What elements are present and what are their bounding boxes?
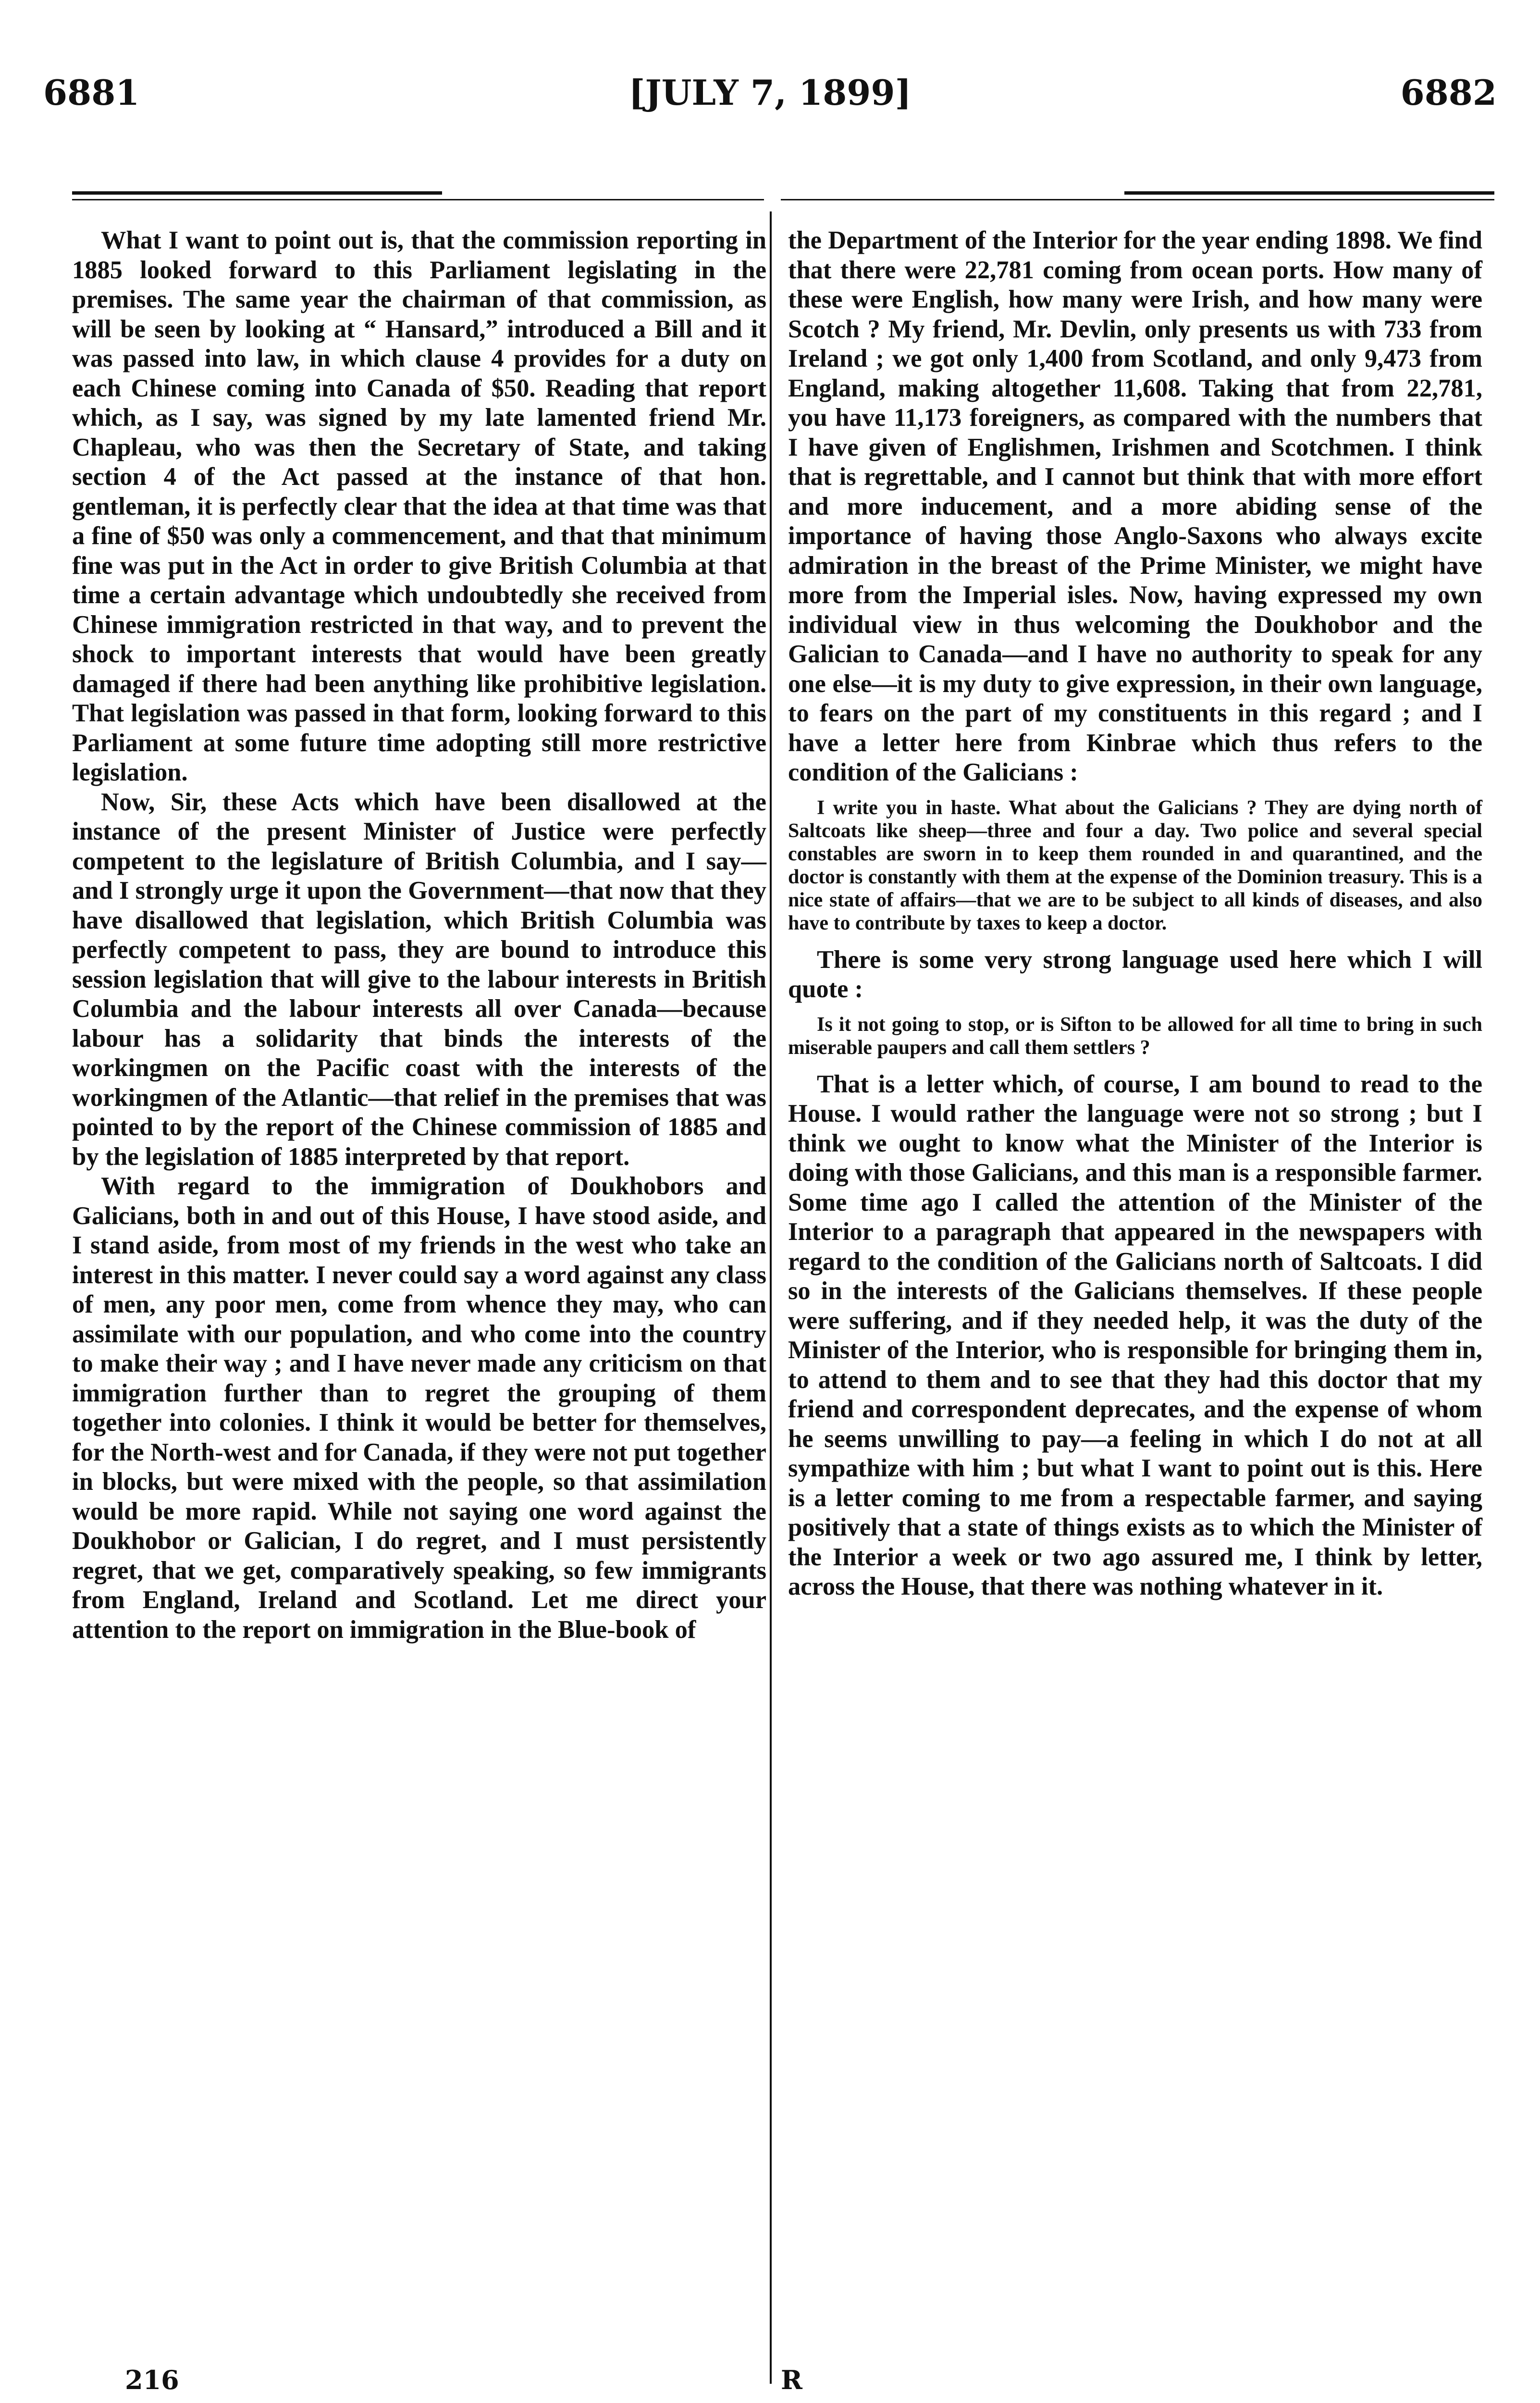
header-rule-left-thick xyxy=(72,191,442,195)
right-paragraph-1: the Department of the Interior for the year ending 1898. We find that there were 22,781 coming from ocean ports. How many of these were English, how many were Irish, and how many were Scotch ? My friend, Mr. Devlin, only presents us with 733 from Ireland ; we got only 1,400 from Scotland, and only 9,473 from England, making altogether 11,608. Taking that from 22,781, you have 11,173 foreigners, as compared with the numbers that I have given of Englishmen, Irishmen and Scotchmen. I think that is regrettable, and I cannot but think that with more effort and more inducement, and a more abiding sense of the importance of having those Anglo-Saxons who always excite admiration in the breast of the Prime Minister, we might have more from the Imperial isles. Now, having expressed my own individual view in thus welcoming the Doukhobor and the Galician to Canada—and I have no authority to speak for any one else—it is my duty to give expression, in their own language, to fears on the part of my constituents in this regard ; and I have a letter here from Kinbrae which thus refers to the condition of the Galicians : xyxy=(788,226,1482,786)
quoted-letter-1: I write you in haste. What about the Galicians ? They are dying north of Saltcoats like sheep—three and four a day. Two police and several special constables are sworn in to keep them rounded in and quarantined, and the doctor is constantly with them at the expense of the Dominion treasury. This is a nice state of affairs—that we are to be subject to all kinds of diseases, and also have to contribute by taxes to keep a doctor. xyxy=(788,796,1482,934)
column-divider xyxy=(770,211,772,2384)
folio-number: 216 xyxy=(125,2365,179,2395)
header-rule-left-thin xyxy=(72,199,764,200)
right-column xyxy=(788,226,1482,1602)
header-rule-right-thin xyxy=(781,199,1494,200)
left-paragraph-1: What I want to point out is, that the commission reporting in 1885 looked forward to this Parliament legislating in the premises. The same year the chairman of that commission, as will be seen by looking at “ Hansard,” introduced a Bill and it was passed into law, in which clause 4 provides for a duty on each Chinese coming into Canada of $50. Reading that report which, as I say, was signed by my late lamented friend Mr. Chapleau, who was then the Secretary of State, and taking section 4 of the Act passed at the instance of that hon. gentleman, it is perfectly clear that the idea at that time was that a fine of $50 was only a commencement, and that that minimum fine was put in the Act in order to give British Columbia at that time a certain advantage which undoubtedly she received from Chinese immigration restricted in that way, and to prevent the shock to important interests that would have been greatly damaged if there had been anything like prohibitive legislation. That legislation was passed in that form, looking forward to this Parliament at some future time adopting still more restrictive legislation. xyxy=(72,226,766,786)
header-rule-right-thick xyxy=(1124,191,1494,195)
header-date: [JULY 7, 1899] xyxy=(628,72,912,113)
quoted-letter-2: Is it not going to stop, or is Sifton to be allowed for all time to bring in such miserable paupers and call them settlers ? xyxy=(788,1013,1482,1059)
right-paragraph-2: There is some very strong language used here which I will quote : xyxy=(788,945,1482,1003)
left-paragraph-2: Now, Sir, these Acts which have been disallowed at the instance of the present Minister of Justice were perfectly competent to the legislature of British Columbia, and I say—and I strongly urge it upon the Government—that now that they have disallowed that legislation, which British Columbia was perfectly competent to pass, they are bound to introduce this session legislation that will give to the labour interests in British Columbia and the labour interests all over Canada—because labour has a solidarity that binds the interests of the workingmen on the Pacific coast with the interests of the workingmen of the Atlantic—that relief in the premises that was pointed to by the report of the Chinese commission of 1885 and by the legislation of 1885 interpreted by that report. xyxy=(72,788,766,1171)
right-paragraph-3: That is a letter which, of course, I am bound to read to the House. I would rather the language were not so strong ; but I think we ought to know what the Minister of the Interior is doing with those Galicians, and this man is a responsible farmer. Some time ago I called the attention of the Minister of the Interior to a paragraph that appeared in the newspapers with regard to the condition of the Galicians north of Saltcoats. I did so in the interests of the Galicians themselves. If these people were suffering, and if they needed help, it was the duty of the Minister of the Interior, who is responsible for bringing them in, to attend to them and to see that they had this doctor that my friend and correspondent deprecates, and the expense of whom he seems unwilling to pay—a feeling in which I do not at all sympathize with him ; but what I want to point out is this. Here is a letter coming to me from a respectable farmer, and saying positively that a state of things exists as to which the Minister of the Interior a week or two ago assured me, I think by letter, across the House, that there was nothing whatever in it. xyxy=(788,1070,1482,1600)
signature-letter: R xyxy=(781,2365,802,2395)
page-number-right: 6882 xyxy=(1400,72,1497,113)
left-column xyxy=(72,226,766,1645)
page-header xyxy=(43,72,1497,130)
page-number-left: 6881 xyxy=(43,72,140,113)
left-paragraph-3: With regard to the immigration of Doukhobors and Galicians, both in and out of this House, I have stood aside, and I stand aside, from most of my friends in the west who take an interest in this matter. I never could say a word against any class of men, any poor men, come from whence they may, who can assimilate with our population, and who come into the country to make their way ; and I have never made any criticism on that immigration further than to regret the grouping of them together into colonies. I think it would be better for themselves, for the North-west and for Canada, if they were not put together in blocks, but were mixed with the people, so that assimilation would be more rapid. While not saying one word against the Doukhobor or Galician, I do regret, and I must persistently regret, that we get, comparatively speaking, so few immigrants from England, Ireland and Scotland. Let me direct your attention to the report on immigration in the Blue-book of xyxy=(72,1172,766,1644)
